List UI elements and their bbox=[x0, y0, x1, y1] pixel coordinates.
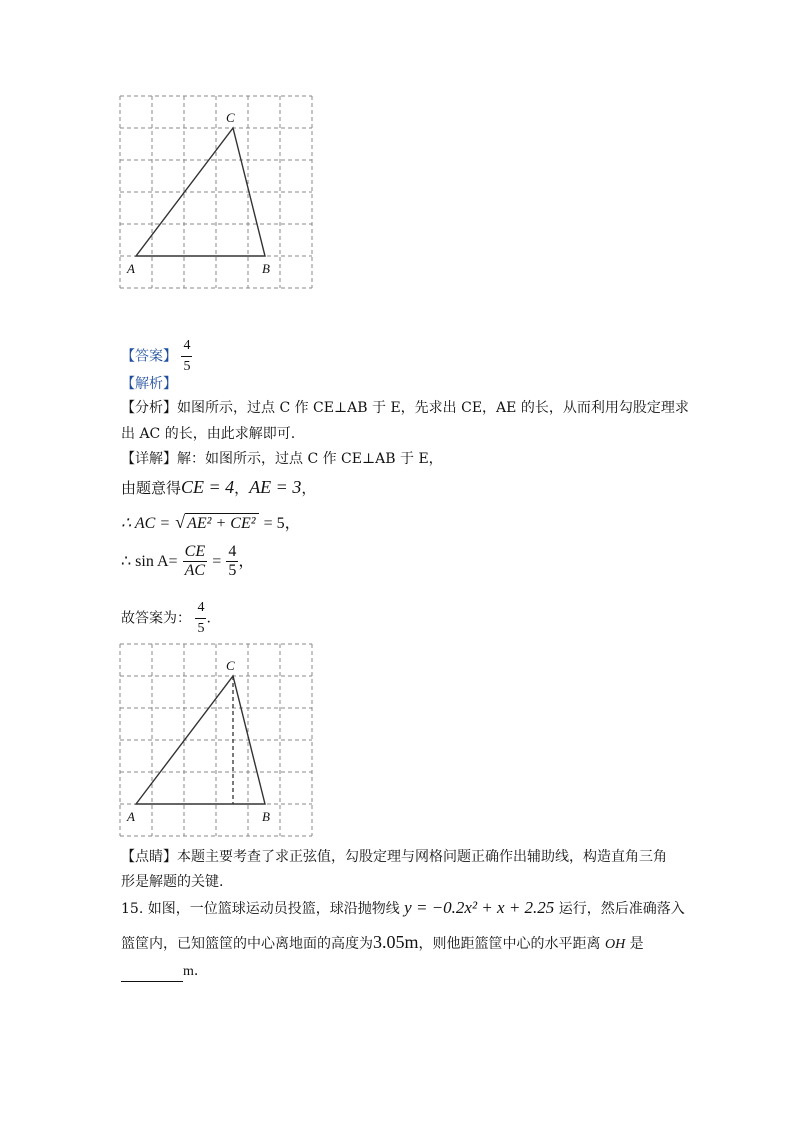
fenxi-tag: 【分析】 bbox=[121, 400, 177, 416]
grid-triangle-figure-2 bbox=[116, 640, 320, 844]
q15-line2: 篮筐内，已知篮筐的中心离地面的高度为3.05m，则他距篮筐中心的水平距离 OH 是 bbox=[121, 932, 644, 952]
final-answer-line: 故答案为： $\frac{4}{5}$ . bbox=[121, 598, 211, 639]
grid-triangle-figure-1 bbox=[116, 92, 320, 296]
grid-lines bbox=[120, 644, 312, 836]
q15-line1: 15. 如图，一位篮球运动员投篮，球沿抛物线 y = −0.2x² + x + 2.25 运行，然后准确落入 bbox=[121, 898, 685, 917]
step3-line: ∴ sin A= $\frac{CE}{AC}$ = $\frac{4}{5}$ ， bbox=[121, 543, 255, 579]
fenxi-line2: 出 AC 的长，由此求解即可. bbox=[121, 426, 296, 442]
fenxi-line1 bbox=[121, 398, 689, 418]
dianjing-tag: 【点睛】 bbox=[121, 849, 177, 865]
dianjing-text-1: 本题主要考查了求正弦值，勾股定理与网格问题正确作出辅助线，构造直角三角 bbox=[177, 849, 667, 865]
xiangjie-text: 解：如图所示，过点 C 作 CE⊥AB 于 E， bbox=[177, 451, 443, 467]
fraction-4-5: $\frac{4}{5}$ bbox=[228, 543, 237, 579]
answer-fraction: $\frac{4}{5}$ bbox=[181, 336, 192, 377]
analysis-tag: 【解析】 bbox=[121, 376, 177, 392]
label-c: C bbox=[226, 658, 235, 673]
grid-lines bbox=[120, 96, 312, 288]
dianjing-line2: 形是解题的关键. bbox=[121, 874, 224, 890]
label-a: A bbox=[127, 261, 135, 276]
q15-line3: m. bbox=[121, 961, 198, 982]
label-b: B bbox=[262, 261, 270, 276]
step2-line: ∴ AC = √ AE² + CE² = 5， bbox=[121, 512, 301, 532]
xiangjie-tag: 【详解】 bbox=[121, 451, 177, 467]
dianjing-line1 bbox=[121, 847, 667, 867]
fenxi-text-1: 如图所示，过点 C 作 CE⊥AB 于 E，先求出 CE，AE 的长，从而利用勾股定理求 bbox=[177, 400, 689, 416]
height-value: 3.05m bbox=[373, 932, 419, 952]
answer-tag: 【答案】 bbox=[121, 348, 177, 365]
step1-line: 由题意得CE = 4，AE = 3， bbox=[121, 477, 317, 497]
fraction-ce-ac: $\frac{CE}{AC}$ bbox=[184, 543, 206, 579]
parabola-formula: y = −0.2x² + x + 2.25 bbox=[404, 898, 555, 917]
answer-line bbox=[121, 336, 192, 377]
label-a: A bbox=[127, 809, 135, 824]
label-c: C bbox=[226, 110, 235, 125]
label-b: B bbox=[262, 809, 270, 824]
answer-blank[interactable] bbox=[121, 967, 183, 982]
xiangjie-line bbox=[121, 449, 443, 469]
final-fraction: $\frac{4}{5}$ bbox=[195, 598, 206, 639]
